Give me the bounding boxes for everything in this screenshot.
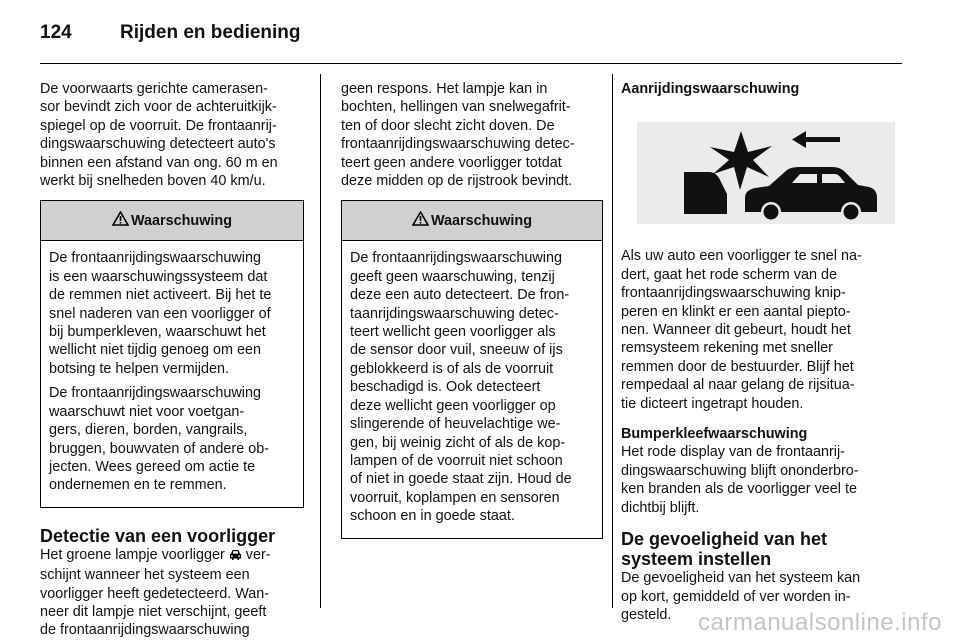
warning-box: [40, 200, 304, 507]
column-3: [621, 80, 903, 624]
warning-box: [341, 200, 603, 538]
column-divider-1: [320, 74, 321, 608]
section-heading: Detectie van een voorligger: [40, 525, 276, 546]
page-number: 124: [40, 22, 72, 43]
warning-triangle-icon: [112, 211, 129, 231]
warning-triangle-icon: [412, 211, 429, 231]
collision-warning-illustration: [637, 122, 895, 224]
collision-paragraph: Als uw auto een voorligger te snel na- dert, gaat het rode scherm van de frontaanrijdingswaarschuwing knip- peren en klinkt er een aantal piepto- nen. Wanneer dit gebeurt, houdt het remsysteem rekening met sneller remmen door de bestuurder. Blijf het rempedaal al naar gelang de rijsitua- tie dicteert ingetrapt houden.: [621, 248, 862, 412]
warning-title: Waarschuwing: [430, 212, 532, 229]
page-title: Rijden en bediening: [120, 22, 301, 43]
section-paragraph: Het groene lampje voorligger ver- schijnt wanneer het systeem een voorligger heeft gedetecteerd. Wan- neer dit lampje niet verschijnt, geeft de frontaanrijdingswaarschuwing: [40, 546, 271, 639]
section-heading: De gevoeligheid van het systeem instellen: [621, 529, 828, 570]
intro-paragraph: De voorwaarts gerichte camerasen- sor bevindt zich voor de achteruitkijk- spiegel op de voorruit. De frontaanrij- dingswaarschuwing detecteert auto's binnen een afstand van ong. 60 m en werkt bij snelheden boven 40 km/u.: [40, 81, 278, 190]
subheading-tailgating-warning: Bumperkleefwaarschuwing: [621, 426, 808, 443]
warning-paragraph: De frontaanrijdingswaarschuwing geeft geen waarschuwing, tenzij deze een auto detecteert. De fron- taanrijdingswaarschuwing detec- teert wellicht geen voorligger als de sensor door vuil, sneeuw of ijs geblokkeerd is of als de voorruit beschadigd is. Ook detecteert deze wellicht geen voorligger op slingerende of heuvelachtige we- gen, bij weinig zicht of als de kop- lampen of de voorruit niet schoon of niet in goede staat zijn. Houd de voorruit, koplampen en sensoren schoon en in goede staat.: [350, 250, 572, 525]
column-divider-2: [612, 74, 613, 608]
warning-header: [41, 201, 303, 241]
warning-paragraph: De frontaanrijdingswaarschuwing is een waarschuwingssysteem dat de remmen niet activeert. Bij het te snel naderen van een voorligger of bij bumperkleven, waarschuwt het wellicht niet tijdig genoeg om een botsing te helpen vermijden.: [49, 250, 272, 377]
column-2: [341, 80, 603, 539]
header-rule: [40, 63, 902, 64]
warning-body: [41, 241, 303, 506]
vehicle-ahead-icon: [229, 548, 242, 566]
sensitivity-paragraph: De gevoeligheid van het systeem kan op kort, gemiddeld of ver worden in- gesteld.: [621, 570, 861, 623]
warning-title: Waarschuwing: [130, 212, 232, 229]
warning-body: [342, 241, 602, 537]
column-1: [40, 80, 304, 640]
subheading-collision-warning: Aanrijdingswaarschuwing: [621, 81, 800, 97]
warning-header: [342, 201, 602, 241]
tailgating-paragraph: Het rode display van de frontaanrij- dingswaarschuwing blijft ononderbro- ken branden als de voorligger veel te dichtbij blijft.: [621, 444, 859, 516]
intro-paragraph: geen respons. Het lampje kan in bochten, hellingen van snelwegafrit- ten of door slecht zicht doven. De frontaanrijdingswaarschuwing detec- teert geen andere voorligger totdat deze midden op de rijstrook bevindt.: [341, 81, 575, 190]
watermark: carmanualsonline.info: [698, 609, 942, 636]
warning-paragraph: De frontaanrijdingswaarschuwing waarschuwt niet voor voetgan- gers, dieren, borden, vangrails, bruggen, bouwvaten of andere ob- jecten. Wees gereed om actie te ondernemen en te remmen.: [49, 385, 270, 494]
